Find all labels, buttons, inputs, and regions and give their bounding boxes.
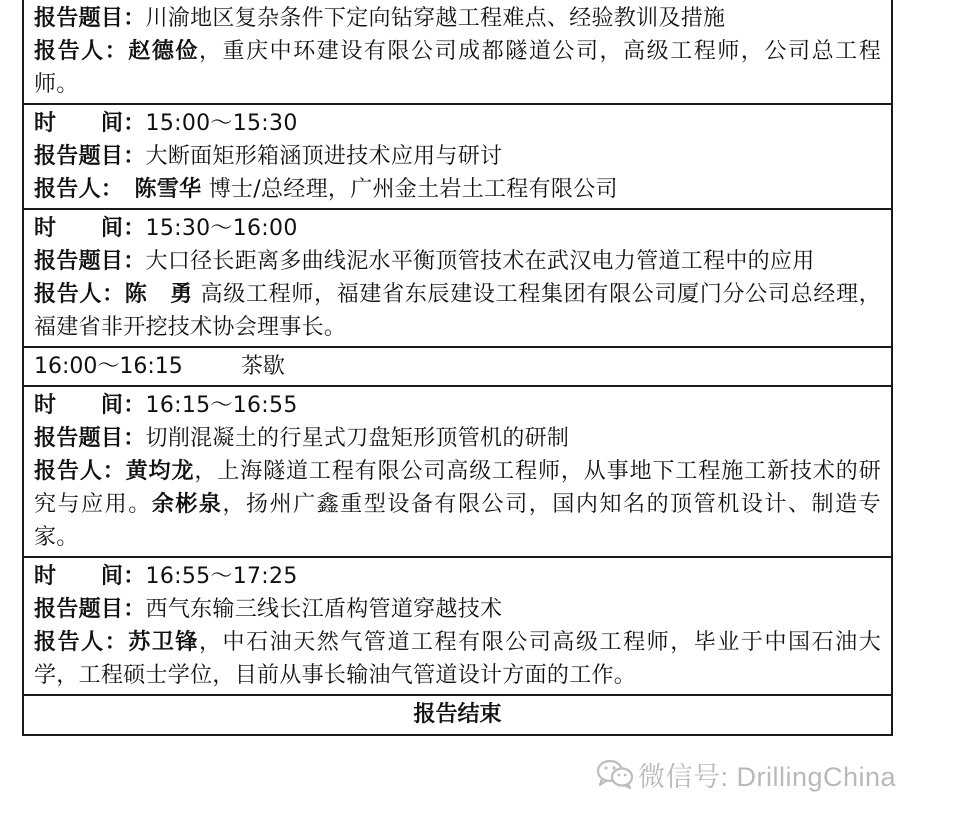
- time-line: [34, 389, 881, 422]
- session-row: [24, 103, 891, 208]
- session-row: [24, 208, 891, 346]
- time-label: 时 间：: [34, 393, 146, 418]
- break-label: 茶歇: [240, 354, 285, 379]
- topic-line: [34, 140, 881, 173]
- topic-label: 报告题目：: [34, 6, 146, 31]
- speaker-label: 报告人：: [34, 177, 113, 202]
- speaker-name: 赵德俭: [128, 39, 199, 64]
- speaker-desc: ，上海隧道工程有限公司高级工程师，从事地下工程施工新技术的研究与应用。: [34, 459, 881, 517]
- time-value: 15:00～15:30: [145, 111, 298, 136]
- watermark: [596, 754, 936, 794]
- speaker-line: [34, 626, 881, 692]
- topic-text: 大口径长距离多曲线泥水平衡顶管技术在武汉电力管道工程中的应用: [145, 249, 815, 274]
- speaker-desc: 高级工程师，福建省东辰建设工程集团有限公司厦门分公司总经理，福建省非开挖技术协会理事长。: [34, 282, 882, 340]
- speaker-label: 报告人：: [34, 459, 126, 484]
- time-line: [34, 107, 881, 140]
- end-row: [24, 694, 891, 734]
- speaker-desc: 博士/总经理，广州金土岩土工程有限公司: [201, 177, 618, 202]
- session-row: [24, 385, 891, 556]
- break-time: 16:00～16:15: [34, 354, 183, 379]
- speaker2-name: 余彬泉: [151, 492, 223, 517]
- session-row: [24, 556, 891, 694]
- topic-line: [34, 245, 881, 278]
- speaker-line: [34, 173, 881, 206]
- topic-text: 川渝地区复杂条件下定向钻穿越工程难点、经验教训及措施: [145, 6, 726, 31]
- wechat-icon: [596, 759, 634, 789]
- time-label: 时 间：: [34, 564, 146, 589]
- speaker-label: 报告人：: [34, 282, 125, 307]
- speaker-desc: ，中石油天然气管道工程有限公司高级工程师，毕业于中国石油大学，工程硕士学位，目前从事长输油气管道设计方面的工作。: [34, 630, 882, 688]
- topic-text: 西气东输三线长江盾构管道穿越技术: [145, 597, 503, 622]
- break-row: [24, 346, 891, 385]
- speaker-line: [34, 455, 881, 554]
- session-row: [24, 0, 891, 103]
- speaker-label: 报告人：: [34, 630, 129, 655]
- speaker-name: 苏卫锋: [128, 630, 199, 655]
- time-value: 16:55～17:25: [145, 564, 298, 589]
- topic-label: 报告题目：: [34, 144, 146, 169]
- time-label: 时 间：: [34, 111, 146, 136]
- time-value: 16:15～16:55: [145, 393, 298, 418]
- speaker-line: [34, 278, 881, 344]
- end-label: 报告结束: [413, 702, 502, 727]
- speaker-desc: ，重庆中环建设有限公司成都隧道公司，高级工程师，公司总工程师。: [34, 39, 882, 97]
- watermark-text: 微信号: DrillingChina: [638, 761, 897, 792]
- time-value: 15:30～16:00: [145, 216, 298, 241]
- topic-line: [34, 2, 881, 35]
- schedule-table: [22, 0, 893, 736]
- speaker2-desc: ，扬州广鑫重型设备有限公司，国内知名的顶管机设计、制造专家。: [34, 492, 881, 550]
- topic-label: 报告题目：: [34, 597, 146, 622]
- time-line: [34, 560, 881, 593]
- topic-label: 报告题目：: [34, 249, 146, 274]
- speaker-name: 黄均龙: [125, 459, 195, 484]
- topic-text: 大断面矩形箱涵顶进技术应用与研讨: [145, 144, 503, 169]
- speaker-name: 陈 勇: [124, 282, 193, 307]
- speaker-name: 陈雪华: [112, 177, 202, 202]
- speaker-line: [34, 35, 881, 101]
- speaker-label: 报告人：: [34, 39, 129, 64]
- topic-line: [34, 422, 881, 455]
- topic-line: [34, 593, 881, 626]
- topic-label: 报告题目：: [34, 426, 146, 451]
- time-line: [34, 212, 881, 245]
- time-label: 时 间：: [34, 216, 146, 241]
- topic-text: 切削混凝土的行星式刀盘矩形顶管机的研制: [145, 426, 570, 451]
- break-line: [34, 350, 881, 383]
